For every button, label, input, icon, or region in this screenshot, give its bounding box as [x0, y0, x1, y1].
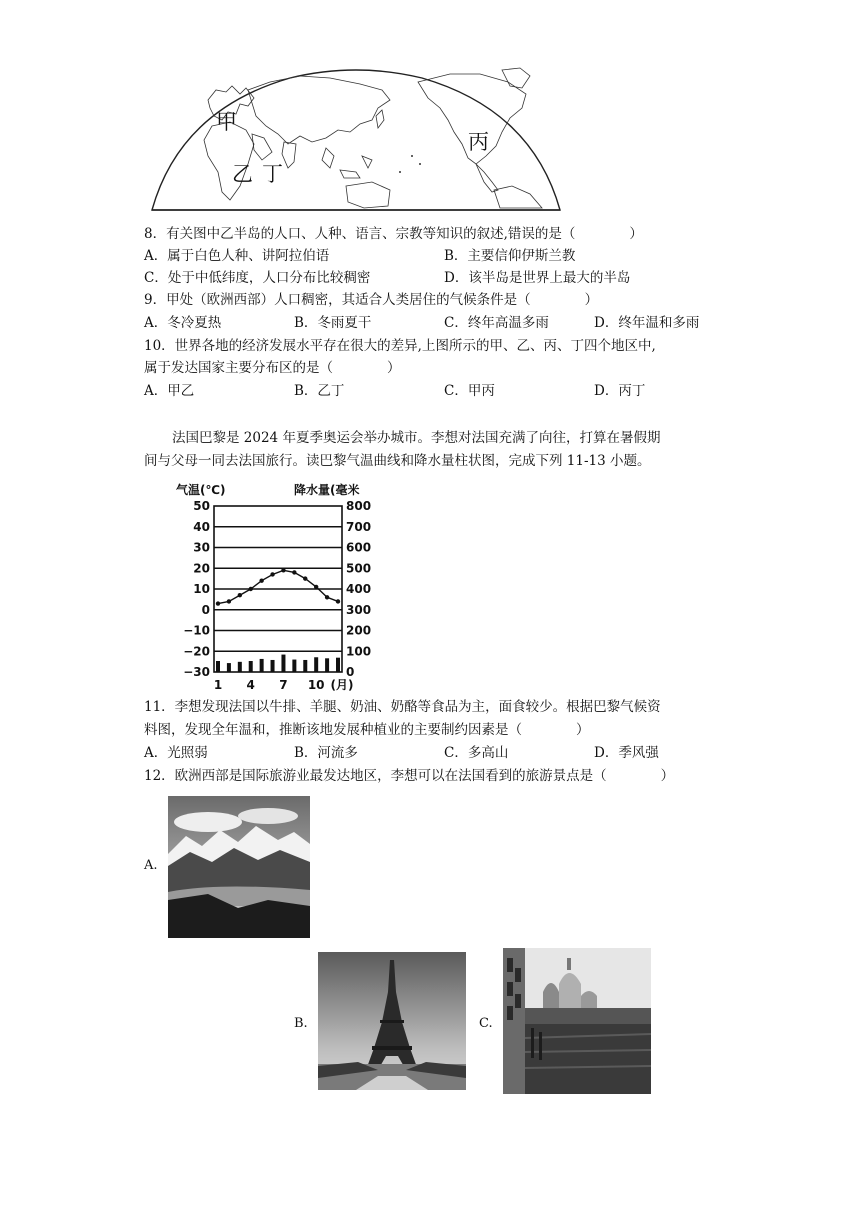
question-11-stem-line1: 11．李想发现法国以牛排、羊腿、奶油、奶酪等食品为主，面食较少。根据巴黎气候资: [144, 699, 661, 715]
photo-mountain-fjord: [168, 796, 310, 938]
temp-tick-label: −20: [183, 644, 210, 659]
map-label-bing: 丙: [468, 130, 489, 154]
q11-option-c: C．多高山: [444, 745, 509, 761]
q12-option-a-label: A.: [144, 858, 158, 873]
q9-option-a: A．冬冷夏热: [144, 315, 222, 331]
q11-option-a: A．光照弱: [144, 745, 208, 761]
grid-lines: [214, 527, 342, 652]
question-9-stem: 9．甲处（欧洲西部）人口稠密，其适合人类居住的气候条件是（ ）: [144, 292, 599, 308]
q11-option-b: B．河流多: [294, 745, 358, 761]
precip-bar: [249, 661, 253, 672]
climate-chart-svg: [172, 478, 382, 694]
q10-option-b: B．乙丁: [294, 383, 345, 399]
precip-tick-label: 800: [346, 499, 372, 513]
precip-bar: [336, 658, 340, 672]
q8-option-d: D．该半岛是世界上最大的半岛: [444, 270, 631, 286]
q8-option-a: A．属于白色人种、讲阿拉伯语: [144, 248, 330, 264]
temp-point: [249, 587, 253, 591]
photo-venice-canal: [503, 948, 651, 1094]
q10-option-c: C．甲丙: [444, 383, 495, 399]
temp-point: [314, 585, 318, 589]
precip-bar: [292, 660, 296, 672]
temp-tick-label: −10: [183, 623, 210, 638]
precip-bar: [271, 660, 275, 672]
temp-point: [238, 593, 242, 597]
question-11-stem-line2: 料图，发现全年温和，推断该地发展种植业的主要制约因素是（ ）: [144, 722, 590, 738]
temp-point: [281, 568, 285, 572]
precip-bar: [238, 662, 242, 672]
temp-tick-label: 30: [193, 540, 210, 555]
q12-option-b-label: B.: [294, 1016, 308, 1031]
precip-tick-label: 200: [346, 623, 372, 638]
temp-tick-label: 50: [193, 499, 210, 513]
temp-tick-label: 0: [201, 602, 210, 617]
temp-curve: [216, 568, 340, 606]
world-map-outline: [150, 60, 562, 212]
passage-line1: 法国巴黎是 2024 年夏季奥运会举办城市。李想对法国充满了向往，打算在暑假期: [172, 430, 661, 446]
temp-point: [270, 572, 274, 576]
temp-point: [216, 601, 220, 605]
temp-tick-labels: [183, 499, 210, 679]
precip-tick-label: 500: [346, 561, 372, 576]
precip-tick-label: 600: [346, 540, 372, 555]
temp-line: [218, 570, 338, 603]
q10-option-d: D．丙丁: [594, 383, 646, 399]
paris-climate-chart: [172, 478, 382, 694]
q8-option-c: C．处于中低纬度，人口分布比较稠密: [144, 270, 371, 286]
q9-option-d: D．终年温和多雨: [594, 315, 700, 331]
precip-bar: [260, 659, 264, 672]
temp-tick-label: −30: [183, 665, 210, 679]
precip-bars: [216, 655, 340, 672]
precip-tick-label: 0: [346, 665, 355, 679]
temp-axis-label: 气温(℃): [176, 483, 226, 497]
map-label-jia: 甲: [216, 110, 237, 134]
temp-tick-label: 20: [193, 561, 210, 576]
precip-tick-label: 100: [346, 644, 372, 659]
temp-tick-label: 40: [193, 519, 210, 534]
precip-tick-label: 300: [346, 602, 372, 617]
temp-tick-label: 10: [193, 582, 210, 596]
temp-point: [259, 579, 263, 583]
map-label-ding: 丁: [262, 162, 283, 186]
precip-tick-label: 400: [346, 582, 372, 596]
temp-point: [336, 599, 340, 603]
precip-axis-label: 降水量(毫米: [294, 483, 360, 497]
precip-bar: [325, 658, 329, 672]
temp-point: [303, 576, 307, 580]
q9-option-c: C．终年高温多雨: [444, 315, 549, 331]
temp-point: [292, 570, 296, 574]
q10-option-a: A．甲乙: [144, 383, 195, 399]
q8-option-b: B．主要信仰伊斯兰教: [444, 248, 576, 264]
precip-bar: [216, 661, 220, 672]
q12-option-c-label: C.: [479, 1016, 493, 1031]
month-tick-label: 1: [213, 678, 223, 692]
q9-option-b: B．冬雨夏干: [294, 315, 372, 331]
passage-line2: 间与父母一同去法国旅行。读巴黎气温曲线和降水量柱状图，完成下列 11-13 小题。: [144, 453, 651, 469]
month-tick-label: 10: [307, 678, 325, 692]
question-8-stem: 8．有关图中乙半岛的人口、人种、语言、宗教等知识的叙述,错误的是（ ）: [144, 226, 643, 242]
precip-bar: [227, 663, 231, 672]
temp-point: [227, 599, 231, 603]
precip-bar: [281, 655, 285, 672]
temp-point: [325, 595, 329, 599]
month-tick-label: 4: [246, 678, 255, 692]
photo-eiffel-tower: [318, 952, 466, 1090]
map-label-yi: 乙: [232, 162, 253, 186]
precip-tick-label: 700: [346, 519, 372, 534]
month-tick-labels: [214, 678, 354, 692]
question-12-stem: 12．欧洲西部是国际旅游业最发达地区，李想可以在法国看到的旅游景点是（ ）: [144, 768, 675, 784]
precip-bar: [303, 660, 307, 672]
precip-bar: [314, 657, 318, 672]
question-10-stem-line2: 属于发达国家主要分布区的是（ ）: [144, 360, 401, 376]
precip-tick-labels: [346, 499, 371, 679]
world-map: [150, 60, 562, 212]
month-tick-label: 7: [279, 678, 288, 692]
month-tick-label: (月): [330, 678, 354, 692]
question-10-stem-line1: 10．世界各地的经济发展水平存在很大的差异,上图所示的甲、乙、丙、丁四个地区中,: [144, 338, 656, 354]
q11-option-d: D．季风强: [594, 745, 659, 761]
